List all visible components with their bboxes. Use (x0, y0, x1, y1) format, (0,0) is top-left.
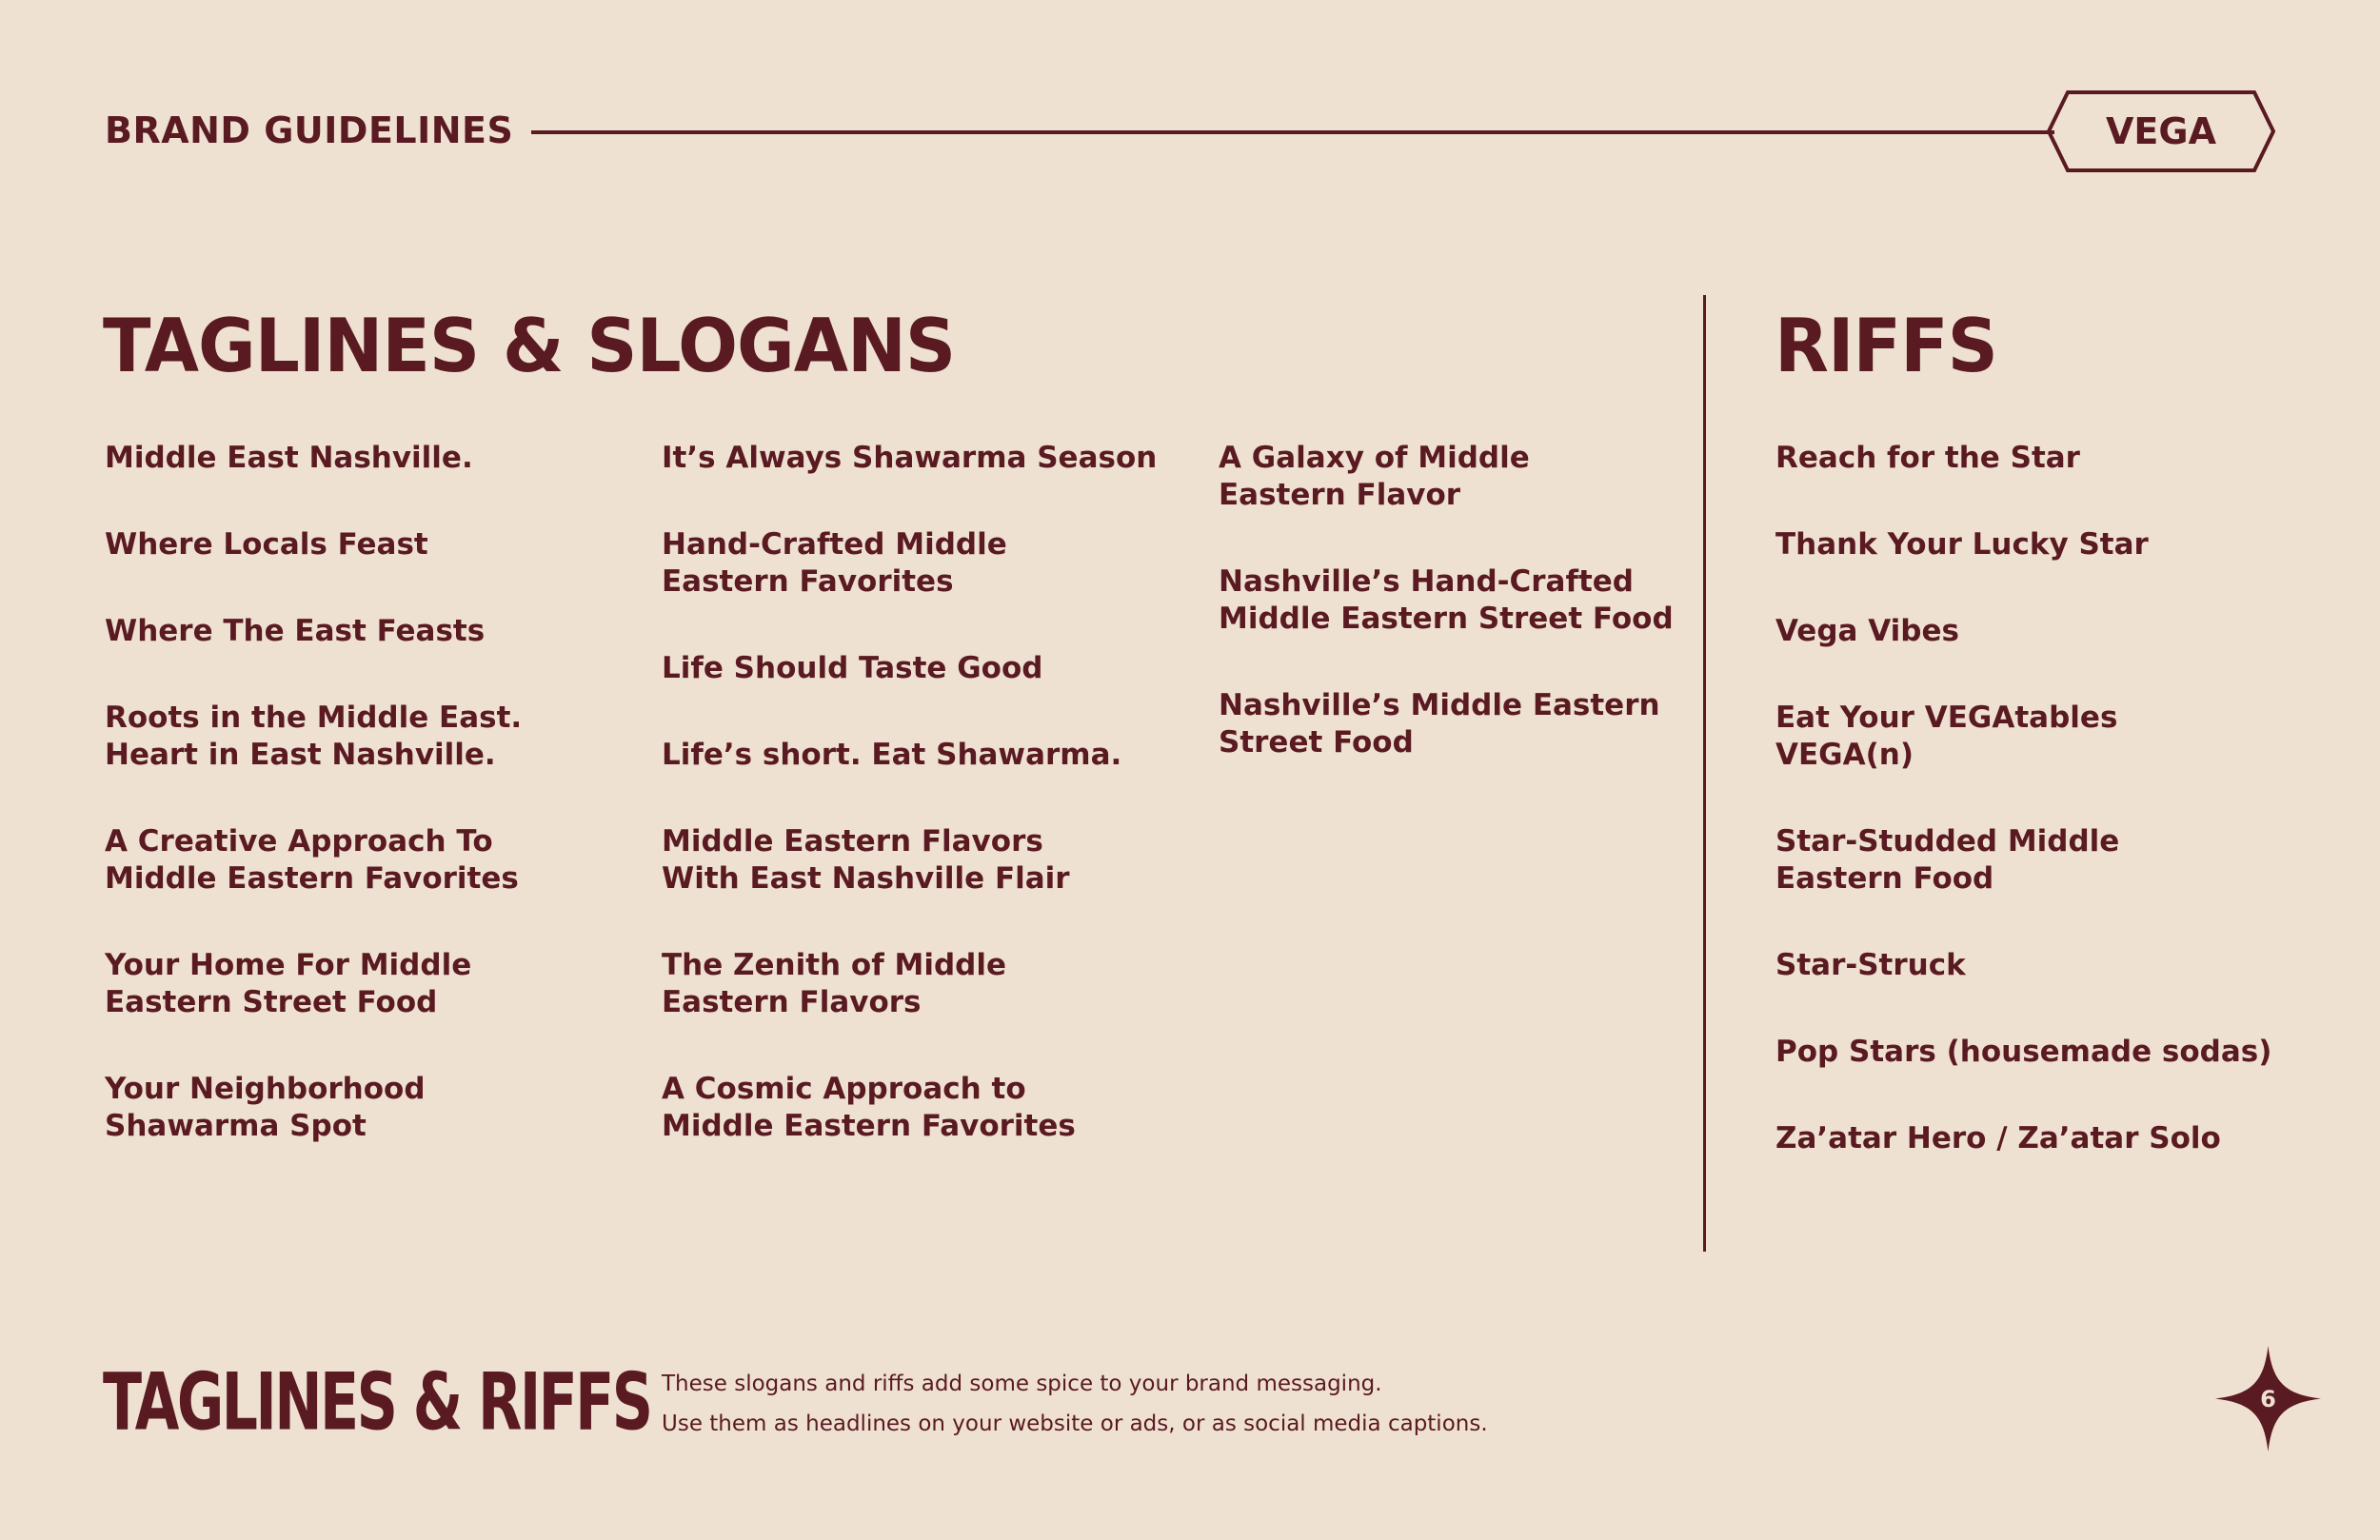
riff-item: Eat Your VEGAtables VEGA(n) (1775, 701, 2118, 772)
riffs-heading: RIFFS (1775, 303, 1997, 389)
footer-description-line-1: These slogans and riffs add some spice to your brand messaging. (662, 1372, 1382, 1396)
page-number: 6 (2260, 1385, 2276, 1412)
riffs-column (1775, 440, 2309, 1157)
riff-item: Vega Vibes (1775, 614, 1959, 648)
riff-item: Star-Struck (1775, 948, 1966, 982)
brand-guidelines-title: BRAND GUIDELINES (105, 109, 514, 151)
footer-description-line-2: Use them as headlines on your website or ads, or as social media captions. (662, 1412, 1488, 1436)
tagline-item: Life Should Taste Good (662, 651, 1043, 685)
tagline-item: Nashville’s Middle Eastern Street Food (1219, 688, 1660, 760)
tagline-column-1 (105, 440, 619, 1145)
riff-item: Reach for the Star (1775, 441, 2080, 475)
header-divider (531, 130, 2054, 134)
tagline-column-2 (662, 440, 1195, 1145)
tagline-item: Middle Eastern Flavors With East Nashville Flair (662, 824, 1070, 896)
tagline-item: The Zenith of Middle Eastern Flavors (662, 948, 1006, 1019)
footer-title: TAGLINES & RIFFS (103, 1355, 651, 1449)
tagline-item: Roots in the Middle East. Heart in East Nashville. (105, 701, 523, 772)
tagline-item: Hand-Crafted Middle Eastern Favorites (662, 527, 1007, 599)
tagline-item: Where Locals Feast (105, 527, 428, 562)
tagline-item: Your Neighborhood Shawarma Spot (105, 1072, 426, 1143)
tagline-item: Where The East Feasts (105, 614, 486, 648)
vega-badge-label: VEGA (2106, 110, 2216, 152)
tagline-item: A Cosmic Approach to Middle Eastern Favorites (662, 1072, 1076, 1143)
riff-item: Star-Studded Middle Eastern Food (1775, 824, 2120, 896)
riff-item: Za’atar Hero / Za’atar Solo (1775, 1121, 2221, 1155)
tagline-item: Middle East Nashville. (105, 441, 473, 475)
tagline-item: Nashville’s Hand-Crafted Middle Eastern Street Food (1219, 564, 1674, 636)
footer-description (662, 1364, 1488, 1444)
tagline-item: Life’s short. Eat Shawarma. (662, 738, 1122, 772)
tagline-item: A Galaxy of Middle Eastern Flavor (1219, 441, 1530, 512)
tagline-item: A Creative Approach To Middle Eastern Favorites (105, 824, 519, 896)
riff-item: Thank Your Lucky Star (1775, 527, 2149, 562)
column-divider (1703, 295, 1706, 1252)
tagline-column-3 (1219, 440, 1695, 761)
page-number-star (2213, 1344, 2323, 1453)
vega-badge (2047, 90, 2275, 172)
tagline-item: It’s Always Shawarma Season (662, 441, 1158, 475)
riff-item: Pop Stars (housemade sodas) (1775, 1035, 2272, 1069)
tagline-item: Your Home For Middle Eastern Street Food (105, 948, 472, 1019)
taglines-heading: TAGLINES & SLOGANS (103, 303, 956, 389)
